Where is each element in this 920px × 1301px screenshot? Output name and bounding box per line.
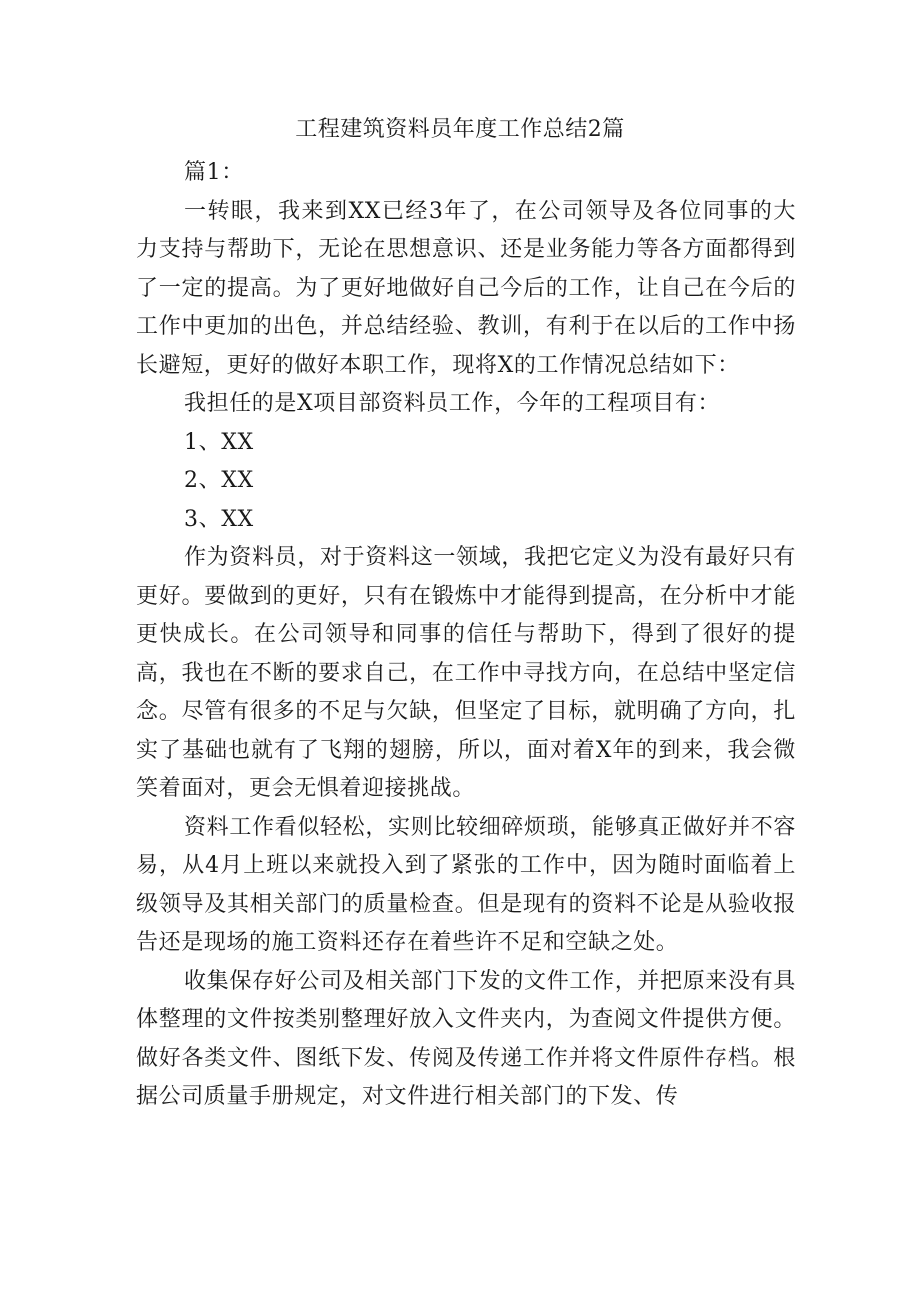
paragraph-work-challenges: 资料工作看似轻松，实则比较细碎烦琐，能够真正做好并不容易，从4月上班以来就投入到了紧张的工作中，因为随时面临着上级领导及其相关部门的质量检查。但是现有的资料不论是从验收报告还是现场的施工资料还存在着些许不足和空缺之处。 [136,814,796,955]
paragraph-file-management: 收集保存好公司及相关部门下发的文件工作，并把原来没有具体整理的文件按类别整理好放入文件夹内，为查阅文件提供方便。做好各类文件、图纸下发、传阅及传递工作并将文件原件存档。根据公司质量手册规定，对文件进行相关部门的下发、传 [136,968,796,1109]
project-list-item: 1、XX [184,429,254,455]
project-list-item: 3、XX [184,506,254,532]
document-body [136,154,796,1117]
paragraph-projects-lead: 我担任的是X项目部资料员工作，今年的工程项目有： [184,391,721,416]
project-list-item: 2、XX [184,468,254,493]
section-heading: 篇1： [184,160,244,185]
document-title: 工程建筑资料员年度工作总结2篇 [295,117,625,142]
paragraph-intro: 一转眼，我来到XX已经3年了，在公司领导及各位同事的大力支持与帮助下，无论在思想意识、还是业务能力等各方面都得到了一定的提高。为了更好地做好自己今后的工作，让自己在今后的工作中更加的出色，并总结经验、教训，有利于在以后的工作中扬长避短，更好的做好本职工作，现将X的工作情况总结如下： [136,198,796,378]
paragraph-role-reflection: 作为资料员，对于资料这一领域，我把它定义为没有最好只有更好。要做到的更好，只有在锻炼中才能得到提高，在分析中才能更快成长。在公司领导和同事的信任与帮助下，得到了很好的提高，我也在不断的要求自己，在工作中寻找方向，在总结中坚定信念。尽管有很多的不足与欠缺，但坚定了目标，就明确了方向，扎实了基础也就有了飞翔的翅膀，所以，面对着X年的到来，我会微笑着面对，更会无惧着迎接挑战。 [136,545,796,801]
